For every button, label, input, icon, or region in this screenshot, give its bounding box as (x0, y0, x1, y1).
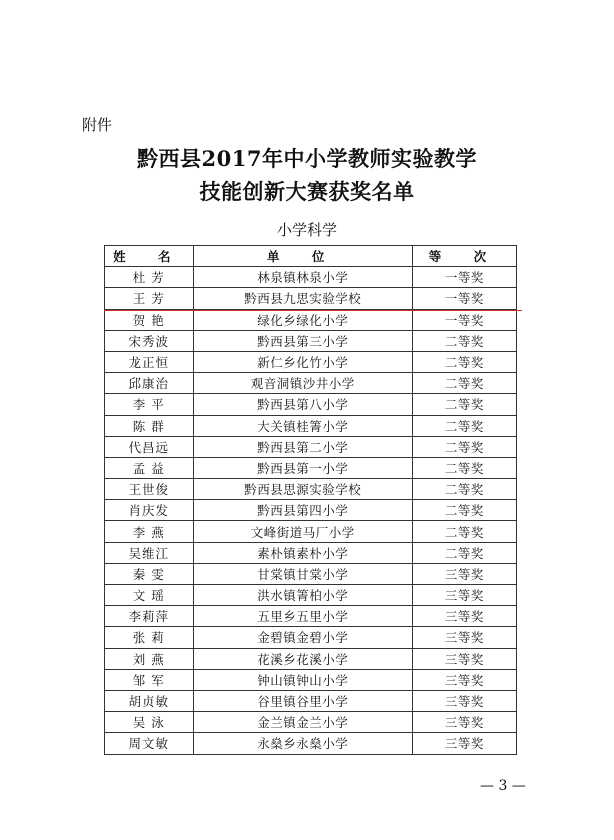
cell-name: 秦 雯 (105, 563, 194, 584)
cell-rank: 一等奖 (412, 309, 516, 330)
cell-rank: 三等奖 (412, 585, 516, 606)
cell-unit: 黔西县第三小学 (193, 330, 412, 351)
cell-name: 周文敏 (105, 733, 194, 754)
cell-unit: 观音洞镇沙井小学 (193, 373, 412, 394)
award-table (104, 245, 517, 755)
cell-unit: 五里乡五里小学 (193, 606, 412, 627)
cell-name: 刘 燕 (105, 648, 194, 669)
table-row (105, 288, 517, 309)
cell-unit: 文峰街道马厂小学 (193, 521, 412, 542)
table-row (105, 521, 517, 542)
cell-rank: 二等奖 (412, 415, 516, 436)
cell-rank: 二等奖 (412, 457, 516, 478)
cell-rank: 二等奖 (412, 521, 516, 542)
cell-unit: 永燊乡永燊小学 (193, 733, 412, 754)
cell-rank: 二等奖 (412, 351, 516, 372)
cell-rank: 三等奖 (412, 606, 516, 627)
cell-rank: 三等奖 (412, 627, 516, 648)
cell-rank: 三等奖 (412, 648, 516, 669)
document-title-line2: 技能创新大赛获奖名单 (199, 179, 415, 204)
table-row (105, 330, 517, 351)
table-row (105, 500, 517, 521)
table-row (105, 351, 517, 372)
cell-unit: 甘棠镇甘棠小学 (193, 563, 412, 584)
cell-unit: 花溪乡花溪小学 (193, 648, 412, 669)
cell-unit: 钟山镇钟山小学 (193, 669, 412, 690)
table-row (105, 542, 517, 563)
cell-unit: 洪水镇箐柏小学 (193, 585, 412, 606)
cell-unit: 黔西县第八小学 (193, 394, 412, 415)
table-row (105, 415, 517, 436)
cell-name: 王世俊 (105, 479, 194, 500)
section-subtitle: 小学科学 (276, 221, 337, 239)
cell-unit: 金兰镇金兰小学 (193, 712, 412, 733)
cell-name: 吴 泳 (105, 712, 194, 733)
cell-rank: 二等奖 (412, 330, 516, 351)
cell-name: 王 芳 (105, 288, 194, 309)
cell-rank: 一等奖 (412, 267, 516, 288)
table-row (105, 690, 517, 711)
table-row (105, 267, 517, 288)
table-row (105, 712, 517, 733)
cell-name: 李莉萍 (105, 606, 194, 627)
cell-name: 龙正恒 (105, 351, 194, 372)
cell-unit: 素朴镇素朴小学 (193, 542, 412, 563)
cell-name: 贺 艳 (105, 309, 194, 330)
cell-unit: 黔西县第二小学 (193, 436, 412, 457)
table-row (105, 585, 517, 606)
cell-unit: 黔西县九思实验学校 (193, 288, 412, 309)
table-row (105, 733, 517, 754)
table-row (105, 606, 517, 627)
cell-rank: 二等奖 (412, 479, 516, 500)
table-row (105, 648, 517, 669)
table-row (105, 394, 517, 415)
cell-name: 邹 军 (105, 669, 194, 690)
header-name: 姓 名 (105, 246, 194, 267)
cell-rank: 二等奖 (412, 394, 516, 415)
cell-unit: 黔西县思源实验学校 (193, 479, 412, 500)
cell-unit: 大关镇桂箐小学 (193, 415, 412, 436)
cell-name: 肖庆发 (105, 500, 194, 521)
cell-rank: 三等奖 (412, 712, 516, 733)
cell-rank: 三等奖 (412, 690, 516, 711)
cell-rank: 一等奖 (412, 288, 516, 309)
cell-rank: 二等奖 (412, 373, 516, 394)
cell-name: 张 莉 (105, 627, 194, 648)
cell-name: 宋秀波 (105, 330, 194, 351)
cell-rank: 三等奖 (412, 669, 516, 690)
cell-name: 陈 群 (105, 415, 194, 436)
cell-unit: 谷里镇谷里小学 (193, 690, 412, 711)
cell-name: 李 平 (105, 394, 194, 415)
cell-unit: 黔西县第四小学 (193, 500, 412, 521)
attachment-label: 附件 (82, 116, 113, 134)
cell-unit: 绿化乡绿化小学 (193, 309, 412, 330)
header-rank: 等 次 (412, 246, 516, 267)
cell-rank: 二等奖 (412, 500, 516, 521)
table-row (105, 457, 517, 478)
table-row (105, 373, 517, 394)
header-unit: 单 位 (193, 246, 412, 267)
cell-rank: 三等奖 (412, 563, 516, 584)
cell-rank: 二等奖 (412, 436, 516, 457)
table-row (105, 563, 517, 584)
document-title-line1: 黔西县2017年中小学教师实验教学 (137, 146, 477, 171)
page-number: — 3 — (480, 778, 526, 794)
cell-name: 文 瑶 (105, 585, 194, 606)
cell-unit: 黔西县第一小学 (193, 457, 412, 478)
table-row (105, 669, 517, 690)
cell-rank: 三等奖 (412, 733, 516, 754)
cell-name: 孟 益 (105, 457, 194, 478)
table-row (105, 479, 517, 500)
cell-name: 邱康治 (105, 373, 194, 394)
table-row (105, 627, 517, 648)
cell-name: 李 燕 (105, 521, 194, 542)
table-header-row (105, 246, 517, 267)
red-underline (104, 310, 522, 311)
cell-name: 吴维江 (105, 542, 194, 563)
table-row (105, 309, 517, 330)
cell-unit: 林泉镇林泉小学 (193, 267, 412, 288)
cell-name: 代昌远 (105, 436, 194, 457)
cell-rank: 二等奖 (412, 542, 516, 563)
cell-name: 胡贞敏 (105, 690, 194, 711)
cell-unit: 金碧镇金碧小学 (193, 627, 412, 648)
cell-unit: 新仁乡化竹小学 (193, 351, 412, 372)
cell-name: 杜 芳 (105, 267, 194, 288)
table-row (105, 436, 517, 457)
